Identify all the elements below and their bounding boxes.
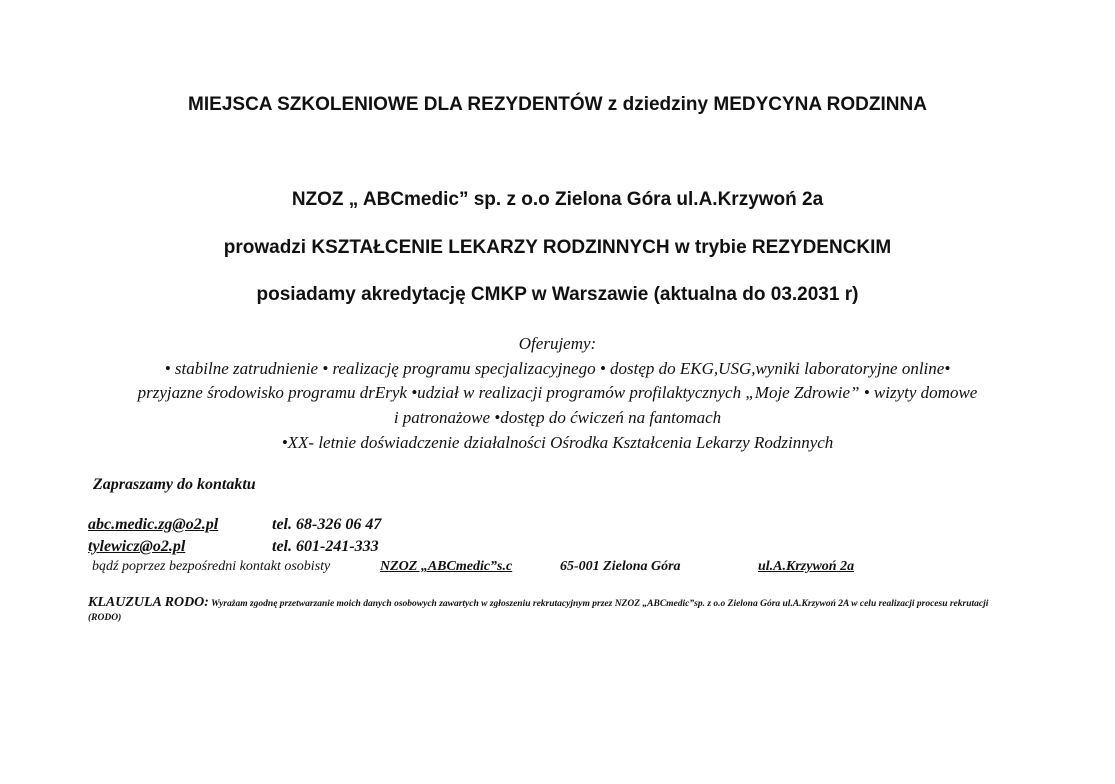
contact-heading: Zapraszamy do kontaktu <box>93 476 256 493</box>
heading-accreditation: posiadamy akredytację CMKP w Warszawie (aktualna do 03.2031 r) <box>256 284 859 305</box>
offer-line: • stabilne zatrudnienie • realizację programu specjalizacyjnego • dostęp do EKG,USG,wyniki laboratoryjne online• <box>164 359 951 378</box>
offer-label: Oferujemy: <box>518 334 597 353</box>
email-text[interactable]: abc.medic.zg@o2.pl <box>88 516 219 533</box>
org-name: NZOZ „ABCmedic”s.c <box>380 559 513 574</box>
offer-line: przyjazne środowisko programu drEryk •udział w realizacji programów profilaktycznych „Moje Zdrowie” • wizyty domowe <box>137 383 978 402</box>
offer-line: i patronażowe •dostęp do ćwiczeń na fantomach <box>393 408 722 427</box>
heading-training: prowadzi KSZTAŁCENIE LEKARZY RODZINNYCH w trybie REZYDENCKIM <box>223 237 892 258</box>
heading-clinic: NZOZ „ ABCmedic” sp. z o.o Zielona Góra ul.A.Krzywoń 2a <box>291 189 824 210</box>
page-title: MIEJSCA SZKOLENIOWE DLA REZYDENTÓW z dziedziny MEDYCYNA RODZINNA <box>188 94 927 115</box>
email-text[interactable]: tylewicz@o2.pl <box>88 538 186 555</box>
direct-contact-org <box>380 559 512 575</box>
phone-1: tel. 68-326 06 47 <box>272 516 382 533</box>
street-name: ul.A.Krzywoń 2a <box>758 559 855 574</box>
email-link-2[interactable] <box>88 538 185 556</box>
rodo-clause <box>88 596 1008 625</box>
direct-contact-city: 65-001 Zielona Góra <box>560 559 681 574</box>
phone-2: tel. 601-241-333 <box>272 538 379 555</box>
email-link-1[interactable] <box>88 516 218 534</box>
rodo-label: KLAUZULA RODO: <box>88 595 209 610</box>
direct-contact-street <box>758 559 854 575</box>
rodo-text: Wyrażam zgodnę przetwarzanie moich danych osobowych zawartych w zgłoszeniu rekrutacyjnym przez NZOZ „ABCmedic”sp. z o.o Zielona Góra ul.A.Krzywoń 2A w celu realizacji procesu rekrutacji (RODO) <box>88 599 989 623</box>
offer-line: •XX- letnie doświadczenie działalności Ośrodka Kształcenia Lekarzy Rodzinnych <box>281 433 834 452</box>
direct-contact-text: bądź poprzez bezpośredni kontakt osobisty <box>92 559 331 574</box>
